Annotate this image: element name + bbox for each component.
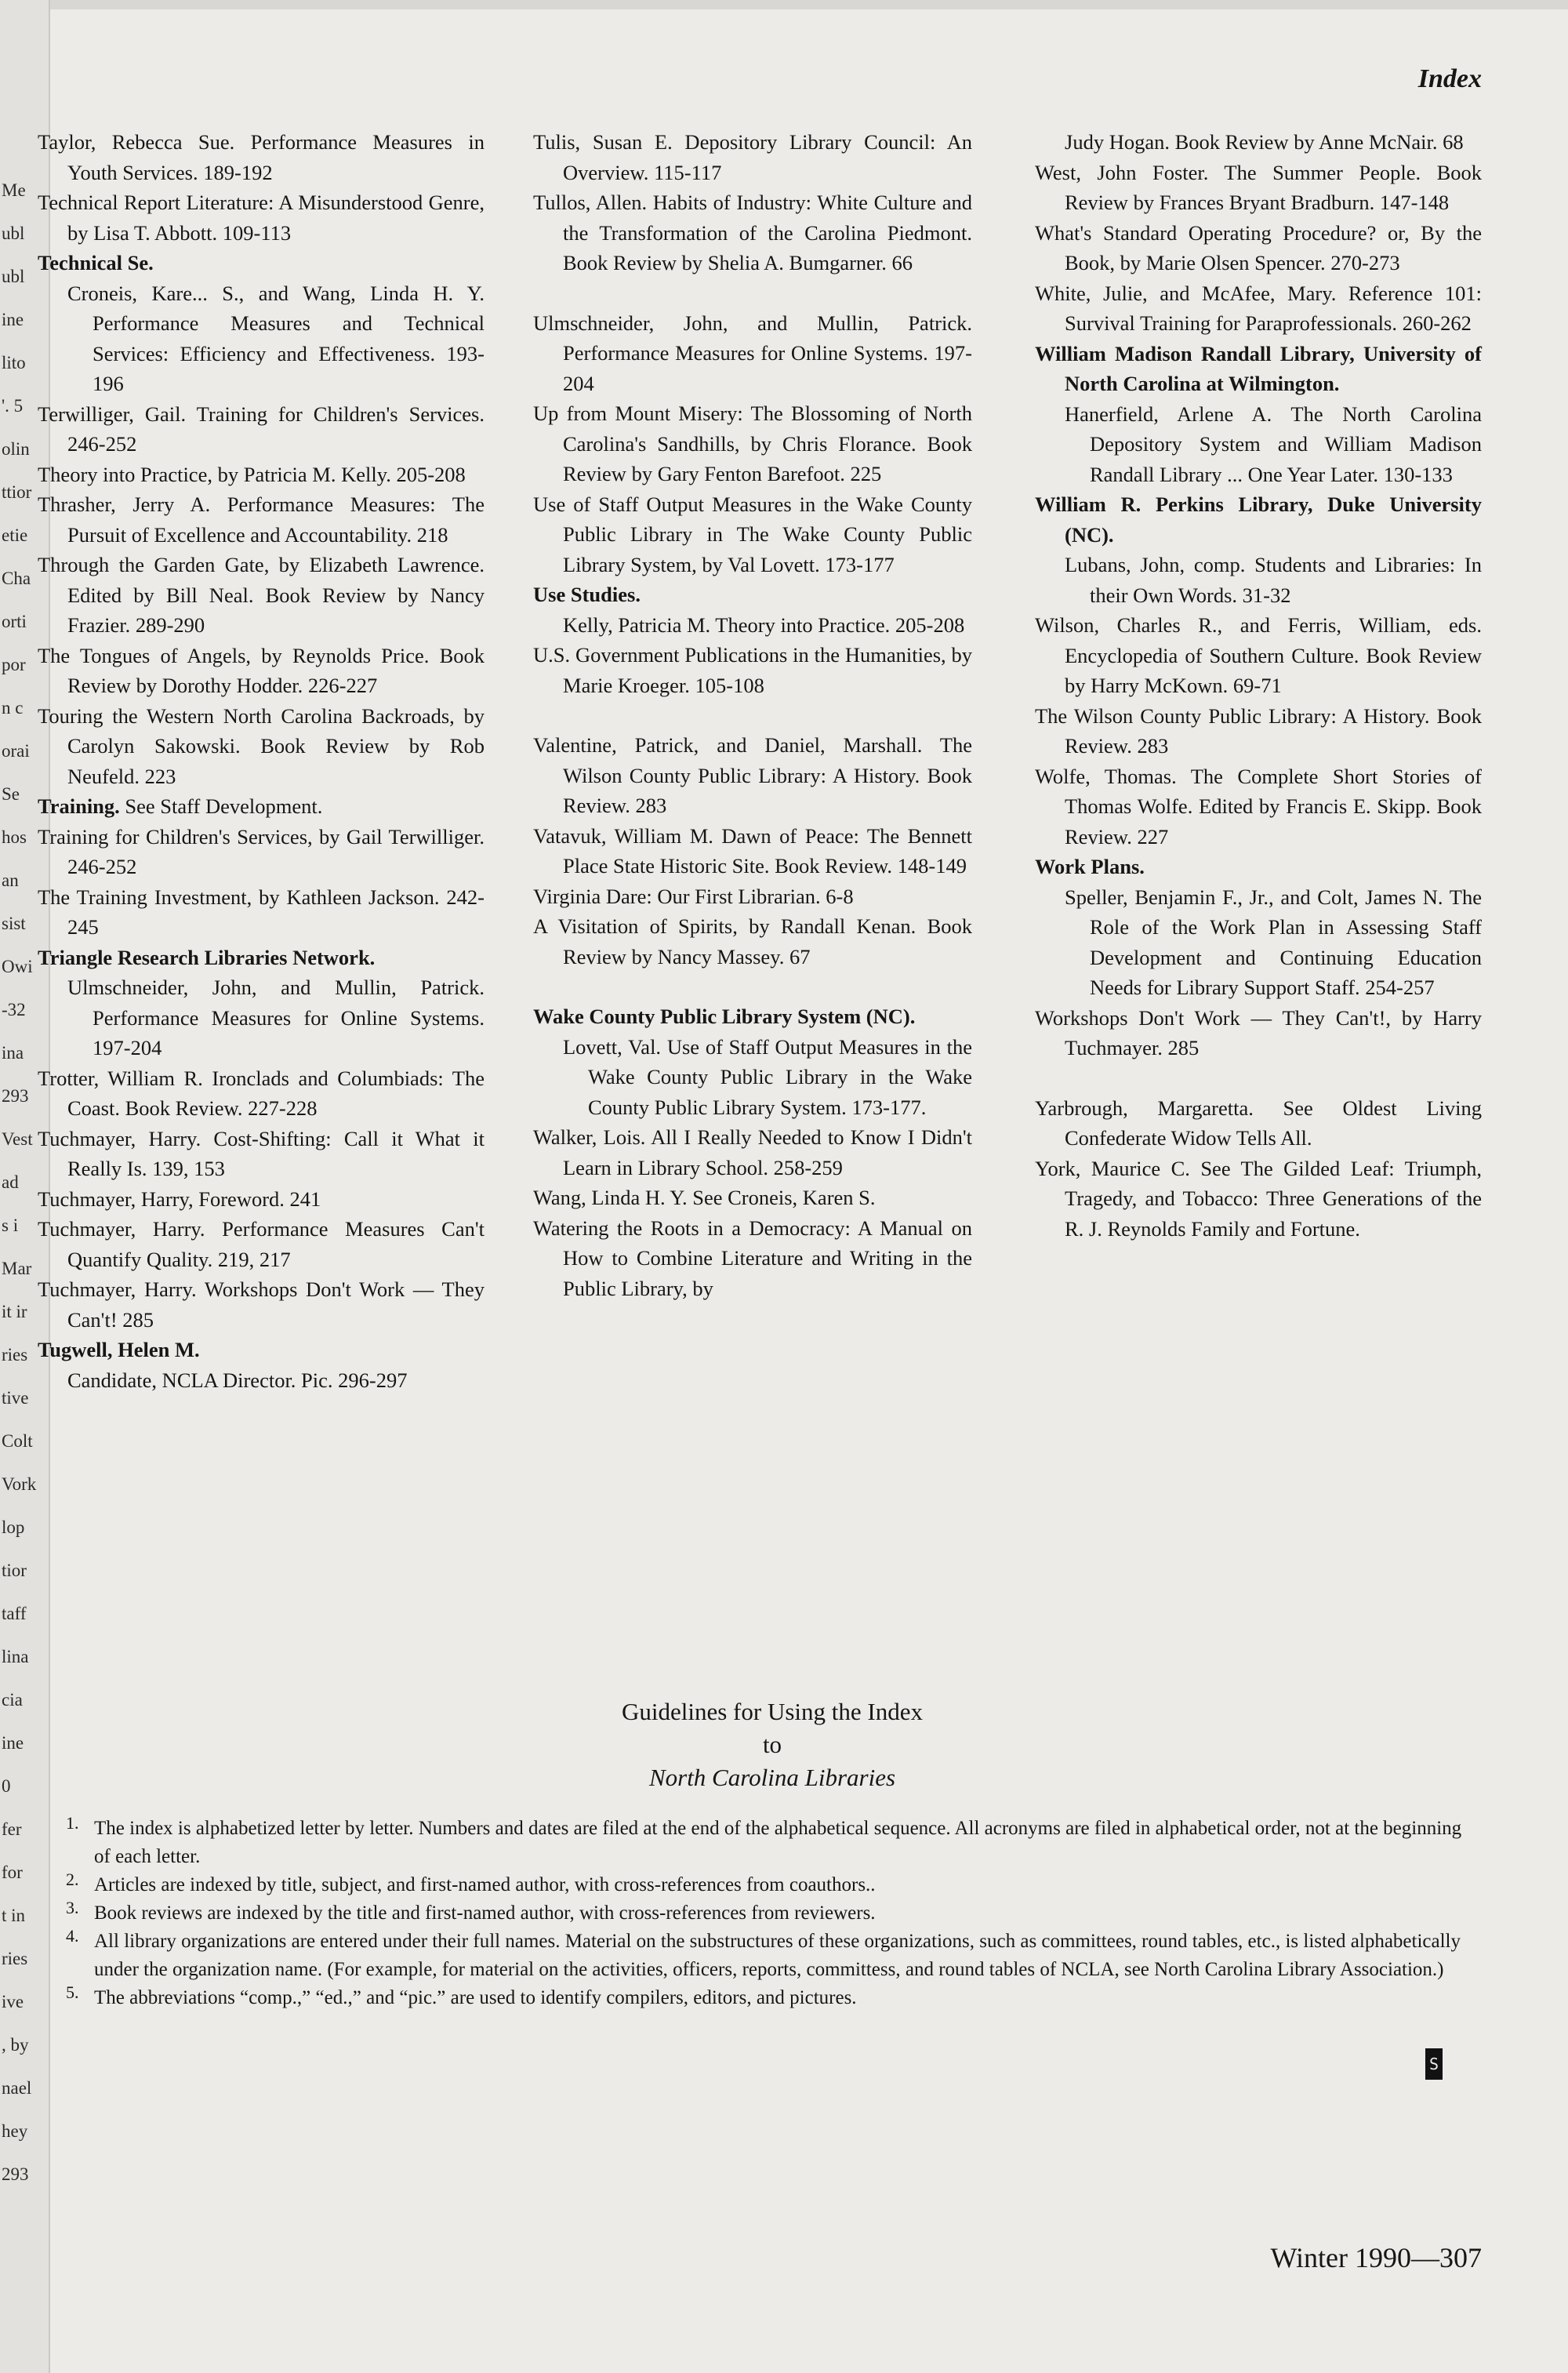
entry-gap [533,700,972,730]
guidelines-section [63,1695,1482,2012]
guideline-text: Book reviews are indexed by the title and first-named author, with cross-references from reviewers. [94,1902,876,1924]
index-entry: Tuchmayer, Harry. Performance Measures Can't Quantify Quality. 219, 217 [38,1217,485,1271]
margin-fragment: Cha [2,569,31,588]
margin-fragment: Colt [2,1431,33,1451]
guideline-text: The abbreviations “comp.,” “ed.,” and “pic.” are used to identify compilers, editors, and pictures. [94,1987,857,2008]
index-entry: Through the Garden Gate, by Elizabeth Lawrence. Edited by Bill Neal. Book Review by Nancy Frazier. 289-290 [38,553,485,637]
margin-fragment: , by [2,2035,29,2055]
page-footer: Winter 1990—307 [1270,2242,1482,2273]
index-entry: Tuchmayer, Harry, Foreword. 241 [38,1186,321,1211]
margin-fragment: lop [2,1517,25,1537]
margin-fragment: lito [2,353,26,372]
index-entry: York, Maurice C. See The Gilded Leaf: Triumph, Tragedy, and Tobacco: Three Generations of the R. J. Reynolds Family and Fortune. [1035,1156,1482,1241]
margin-fragment: ries [2,1949,28,1968]
margin-fragment: ive [2,1992,24,2011]
index-entry: Ulmschneider, John, and Mullin, Patrick. Performance Measures for Online Systems. 197-204 [533,311,972,395]
index-entry: Use of Staff Output Measures in the Wake County Public Library in The Wake County Public Library System, by Val Lovett. 173-177 [533,492,972,576]
index-column-2 [533,127,972,1303]
margin-fragment: Vork [2,1474,37,1494]
margin-fragment: ubl [2,267,25,286]
index-entry: Taylor, Rebecca Sue. Performance Measures in Youth Services. 189-192 [38,130,485,184]
index-entry: Wolfe, Thomas. The Complete Short Stories of Thomas Wolfe. Edited by Francis E. Skipp. Book Review. 227 [1035,764,1482,849]
index-entry: Trotter, William R. Ironclads and Columbiads: The Coast. Book Review. 227-228 [38,1066,485,1120]
index-entry: Virginia Dare: Our First Librarian. 6-8 [533,884,854,908]
index-see-reference: See Staff Development. [119,794,323,818]
guideline-item [63,1899,1482,1928]
index-subject-heading: Technical Se. [38,251,154,274]
index-entry: Valentine, Patrick, and Daniel, Marshall. The Wilson County Public Library: A History. Book Review. 283 [533,733,972,817]
index-entry: U.S. Government Publications in the Humanities, by Marie Kroeger. 105-108 [533,643,972,697]
guidelines-publication-title: North Carolina Libraries [648,1764,896,1791]
margin-fragment: 293 [2,1086,29,1106]
index-entry: West, John Foster. The Summer People. Book Review by Frances Bryant Bradburn. 147-148 [1035,160,1482,214]
margin-fragment: fer [2,1819,22,1839]
index-subject-heading: William R. Perkins Library, Duke University (NC). [1035,492,1482,547]
margin-fragment: Me [2,180,26,200]
page-mark: S [1425,2048,1443,2080]
margin-fragment: ina [2,1043,24,1063]
margin-fragment: orti [2,612,27,631]
margin-fragment: ubl [2,223,25,243]
guideline-number: 3. [66,1898,79,1917]
guideline-number: 1. [66,1813,79,1833]
index-entry: Lovett, Val. Use of Staff Output Measures in the Wake County Public Library in the Wake County Public Library System. 173-177. [563,1034,972,1119]
index-entry: Yarbrough, Margaretta. See Oldest Living Confederate Widow Tells All. [1035,1096,1482,1150]
index-entry: Touring the Western North Carolina Backroads, by Carolyn Sakowski. Book Review by Rob Neufeld. 223 [38,703,485,788]
index-entry: The Wilson County Public Library: A History. Book Review. 283 [1035,703,1482,758]
margin-fragment: tior [2,1561,27,1580]
index-entry: The Tongues of Angels, by Reynolds Price. Book Review by Dorothy Hodder. 226-227 [38,643,485,697]
page-top-edge [49,0,1568,9]
margin-fragment: taff [2,1604,27,1623]
index-subject-heading: Training. See Staff Development. [38,794,323,818]
margin-fragment: an [2,870,19,890]
margin-fragment: s i [2,1216,19,1235]
margin-fragment: t in [2,1906,26,1925]
margin-fragment: n c [2,698,24,718]
index-entry: Judy Hogan. Book Review by Anne McNair. 68 [1065,130,1464,154]
index-entry: White, Julie, and McAfee, Mary. Reference 101: Survival Training for Paraprofessionals. 260-262 [1035,281,1482,335]
index-entry: Tuchmayer, Harry. Workshops Don't Work — They Can't! 285 [38,1277,485,1332]
index-entry: Speller, Benjamin F., Jr., and Colt, James N. The Role of the Work Plan in Assessing Staff Development and Continuing Education Needs for Library Support Staff. 254-257 [1065,885,1482,999]
margin-fragment: 0 [2,1776,11,1796]
guideline-number: 5. [66,1982,79,2002]
guidelines-title: Guidelines for Using the Index [622,1698,923,1725]
index-entry: Lubans, John, comp. Students and Libraries: In their Own Words. 31-32 [1065,553,1482,607]
index-entry: Tulis, Susan E. Depository Library Council: An Overview. 115-117 [533,130,972,184]
index-entry: Ulmschneider, John, and Mullin, Patrick. Performance Measures for Online Systems. 197-204 [67,976,485,1059]
margin-fragment: etie [2,525,28,545]
margin-fragment: it ir [2,1302,27,1321]
guidelines-list [63,1815,1482,2012]
index-entry: Terwilliger, Gail. Training for Children's Services. 246-252 [38,402,485,456]
margin-fragment: sist [2,914,26,933]
guidelines-title-to: to [762,1731,782,1758]
margin-fragment: 293 [2,2164,29,2184]
margin-fragment: Vest [2,1129,33,1149]
margin-fragment: nael [2,2078,32,2098]
guideline-text: All library organizations are entered under their full names. Material on the substructures of these organizations, such as committees, round tables, etc., is listed alphabetically under the organization name. (For example, for material on the activities, officers, reports, committess, and round tables of NCLA, see North Carolina Library Association.) [94,1931,1461,1980]
margin-fragment: hos [2,827,27,847]
guideline-item [63,1984,1482,2012]
margin-fragment: Owi [2,957,33,976]
entry-gap [533,278,972,308]
index-subject-heading: Use Studies. [533,583,641,606]
index-entry: Wang, Linda H. Y. See Croneis, Karen S. [533,1186,876,1209]
guideline-number: 2. [66,1870,79,1889]
index-column-3 [1035,127,1482,1244]
index-entry: What's Standard Operating Procedure? or, By the Book, by Marie Olsen Spencer. 270-273 [1035,220,1482,274]
index-entry: Kelly, Patricia M. Theory into Practice. 205-208 [563,612,965,637]
margin-fragment: olin [2,439,30,459]
entry-gap [1035,1063,1482,1093]
guideline-number: 4. [66,1926,79,1946]
index-subject-heading: Triangle Research Libraries Network. [38,945,376,969]
index-entry: Up from Mount Misery: The Blossoming of North Carolina's Sandhills, by Chris Florance. Book Review by Gary Fenton Barefoot. 225 [533,402,972,485]
margin-fragment: orai [2,741,30,761]
margin-fragment: ine [2,1733,24,1753]
margin-fragment: tive [2,1388,29,1408]
guideline-text: Articles are indexed by title, subject, and first-named author, with cross-references from coauthors.. [94,1874,876,1895]
margin-fragment: Mar [2,1259,32,1278]
margin-fragment: por [2,655,26,674]
index-entry: Watering the Roots in a Democracy: A Manual on How to Combine Literature and Writing in the Public Library, by [533,1216,972,1300]
margin-fragment: Se [2,784,20,804]
index-subject-heading: Tugwell, Helen M. [38,1338,200,1361]
index-subject-heading: William Madison Randall Library, University of North Carolina at Wilmington. [1035,341,1482,395]
margin-fragment: for [2,1862,23,1882]
index-entry: Technical Report Literature: A Misunderstood Genre, by Lisa T. Abbott. 109-113 [38,191,485,245]
index-entry: Thrasher, Jerry A. Performance Measures: The Pursuit of Excellence and Accountability. 218 [38,492,485,547]
index-entry: Theory into Practice, by Patricia M. Kelly. 205-208 [38,462,466,486]
margin-fragment: lina [2,1647,29,1666]
index-entry: Tullos, Allen. Habits of Industry: White Culture and the Transformation of the Carolina Piedmont. Book Review by Shelia A. Bumgarner. 66 [533,191,972,274]
margin-fragment: ttior [2,482,32,502]
index-subject-heading: Work Plans. [1035,855,1145,878]
guideline-item [63,1928,1482,1984]
index-entry: Walker, Lois. All I Really Needed to Know I Didn't Learn in Library School. 258-259 [533,1125,972,1179]
page-header-index: Index [1417,64,1482,93]
margin-fragment: ine [2,310,24,329]
index-entry: Wilson, Charles R., and Ferris, William, eds. Encyclopedia of Southern Culture. Book Review by Harry McKown. 69-71 [1035,613,1482,697]
entry-gap [533,972,972,1001]
margin-fragment: '. 5 [2,396,24,416]
index-entry: Croneis, Kare... S., and Wang, Linda H. Y. Performance Measures and Technical Services: Efficiency and Effectiveness. 193-196 [67,281,485,395]
index-entry: Tuchmayer, Harry. Cost-Shifting: Call it What it Really Is. 139, 153 [38,1126,485,1180]
index-entry: Vatavuk, William M. Dawn of Peace: The Bennett Place State Historic Site. Book Review. 148-149 [533,823,972,878]
guideline-item [63,1815,1482,1871]
index-entry: Candidate, NCLA Director. Pic. 296-297 [67,1368,408,1392]
index-entry: Hanerfield, Arlene A. The North Carolina Depository System and William Madison Randall Library ... One Year Later. 130-133 [1065,402,1482,486]
margin-fragment: -32 [2,1000,26,1019]
index-entry: Workshops Don't Work — They Can't!, by Harry Tuchmayer. 285 [1035,1005,1482,1059]
index-entry: The Training Investment, by Kathleen Jackson. 242-245 [38,885,485,939]
index-entry: A Visitation of Spirits, by Randall Kenan. Book Review by Nancy Massey. 67 [533,914,972,968]
index-subject-heading: Wake County Public Library System (NC). [533,1005,916,1028]
guideline-item [63,1871,1482,1899]
margin-fragment: ad [2,1172,19,1192]
guideline-text: The index is alphabetized letter by letter. Numbers and dates are filed at the end of the alphabetical sequence. All acronyms are filed in alphabetical order, not at the beginning of each letter. [94,1818,1462,1867]
margin-fragment: cia [2,1690,23,1710]
margin-fragment: ries [2,1345,28,1365]
margin-fragment: hey [2,2121,28,2141]
index-entry: Training for Children's Services, by Gail Terwilliger. 246-252 [38,824,485,878]
index-column-1 [38,127,485,1395]
